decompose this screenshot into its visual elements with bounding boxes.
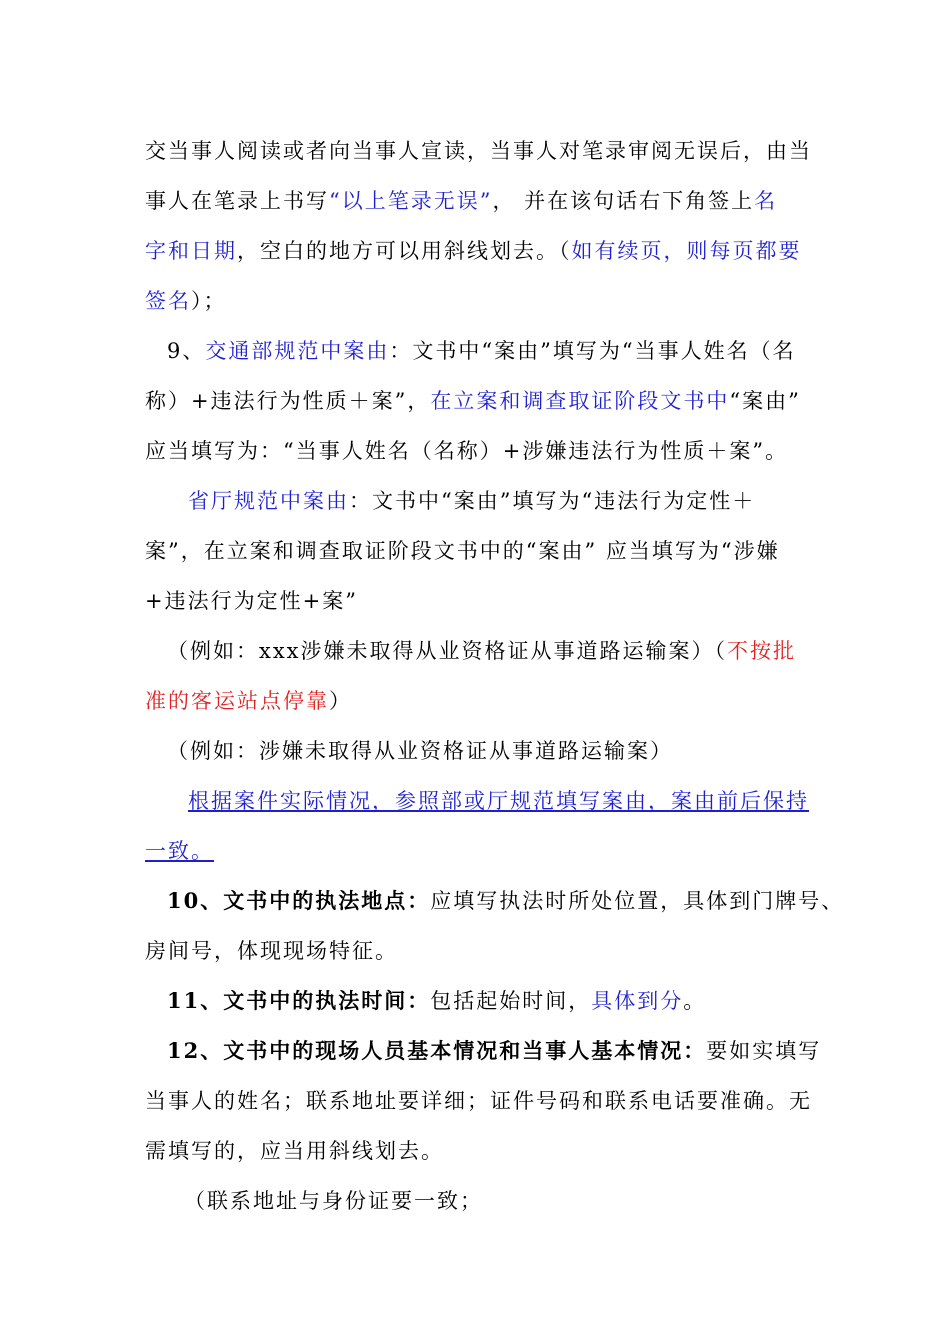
text-run: 包括起始时间， bbox=[430, 989, 592, 1013]
example-2-line-1 bbox=[167, 736, 832, 766]
paragraph-8-line-4 bbox=[145, 286, 810, 316]
text-run: 称）+违法行为性质＋案”， bbox=[145, 389, 431, 413]
paragraph-9-line-2 bbox=[145, 386, 810, 416]
paragraph-12-line-3 bbox=[145, 1136, 810, 1166]
underlined-note: 一致。 bbox=[145, 839, 214, 863]
text-run: 需填写的，应当用斜线划去。 bbox=[145, 1139, 444, 1163]
paragraph-8-line-3 bbox=[145, 236, 810, 266]
text-run: +违法行为定性+案” bbox=[145, 589, 358, 613]
text-run: 交当事人阅读或者向当事人宣读，当事人对笔录审阅无误后，由当 bbox=[145, 139, 812, 163]
text-run: 案”，在立案和调查取证阶段文书中的“案由” 应当填写为“涉嫌 bbox=[145, 539, 780, 563]
item-number: 9、 bbox=[167, 339, 206, 363]
bold-heading: 12、文书中的现场人员基本情况和当事人基本情况： bbox=[167, 1038, 707, 1063]
paragraph-8-line-1 bbox=[145, 136, 810, 166]
quoted-phrase: “以上笔录无误” bbox=[329, 189, 493, 213]
note-line-1 bbox=[188, 786, 853, 816]
province-rule-line-1 bbox=[188, 486, 853, 516]
text-run: ）； bbox=[191, 289, 227, 313]
bold-heading: 10、文书中的执法地点： bbox=[167, 888, 431, 913]
paragraph-9-line-1 bbox=[167, 336, 832, 366]
highlight-text: 具体到分 bbox=[591, 989, 684, 1013]
highlight-text: 签名 bbox=[145, 289, 191, 313]
text-run: ，空白的地方可以用斜线划去。（ bbox=[237, 239, 572, 263]
text-run: ：文书中“案由”填写为“当事人姓名（名 bbox=[389, 339, 796, 363]
province-rule-line-3 bbox=[145, 586, 810, 616]
text-run: ：文书中“案由”填写为“违法行为定性＋ bbox=[349, 489, 756, 513]
paragraph-10-line-1 bbox=[167, 886, 845, 916]
highlight-text: 名 bbox=[754, 189, 778, 213]
highlight-text: 交通部规范中案由 bbox=[205, 339, 390, 363]
paragraph-10-line-2 bbox=[145, 936, 810, 966]
text-run: 要如实填写 bbox=[706, 1039, 822, 1063]
underlined-note: 根据案件实际情况，参照部或厅规范填写案由，案由前后保持 bbox=[188, 789, 809, 813]
bold-heading: 11、文书中的执法时间： bbox=[167, 988, 431, 1013]
red-highlight-text: 不按批 bbox=[727, 639, 797, 663]
highlight-text: 如有续页，则每页都要 bbox=[571, 239, 802, 263]
text-run: 应填写执法时所处位置，具体到门牌号、 bbox=[430, 889, 845, 913]
highlight-text: 省厅规范中案由 bbox=[188, 489, 349, 513]
text-run: 房间号，体现现场特征。 bbox=[145, 939, 398, 963]
example-1-line-1 bbox=[167, 636, 832, 666]
paragraph-8-line-2 bbox=[145, 186, 810, 216]
text-run: 事人在笔录上书写 bbox=[145, 189, 329, 213]
paragraph-12-line-2 bbox=[145, 1086, 810, 1116]
province-rule-line-2 bbox=[145, 536, 810, 566]
text-run: “案由” bbox=[729, 389, 801, 413]
highlight-text: 在立案和调查取证阶段文书中 bbox=[430, 389, 730, 413]
text-run: ， 并在该句话右下角签上 bbox=[492, 189, 755, 213]
note-line-2 bbox=[145, 836, 810, 866]
text-run: （例如：涉嫌未取得从业资格证从事道路运输案） bbox=[167, 739, 673, 763]
text-run: （联系地址与身份证要一致； bbox=[184, 1189, 483, 1213]
paragraph-13-line-1 bbox=[184, 1186, 849, 1216]
text-run: 。 bbox=[683, 989, 707, 1013]
example-1-line-2 bbox=[145, 686, 810, 716]
highlight-text: 字和日期 bbox=[145, 239, 237, 263]
red-highlight-text: 准的客运站点停靠 bbox=[145, 689, 329, 713]
text-run: ） bbox=[329, 689, 352, 713]
paragraph-9-line-3 bbox=[145, 436, 810, 466]
paragraph-11-line-1 bbox=[167, 986, 832, 1016]
paragraph-12-line-1 bbox=[167, 1036, 832, 1066]
text-run: （例如：xxx涉嫌未取得从业资格证从事道路运输案）（ bbox=[167, 639, 728, 663]
text-run: 应当填写为：“当事人姓名（名称）+涉嫌违法行为性质＋案”。 bbox=[145, 439, 789, 463]
text-run: 当事人的姓名；联系地址要详细；证件号码和联系电话要准确。无 bbox=[145, 1089, 812, 1113]
